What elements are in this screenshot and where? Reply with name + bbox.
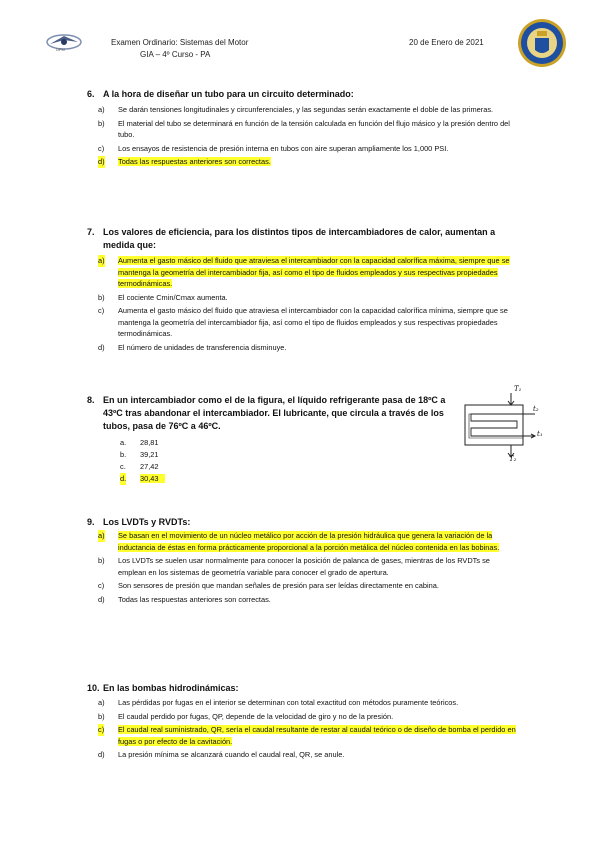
option-text: 28,81 <box>140 438 159 447</box>
option-text: Se basan en el movimiento de un núcleo metálico por acción de la presión hidráulica que genera la variación de la inductancia de éstas en forma prácticamente proporcional a la porción metálica del núcleo contenida en las bobinas. <box>118 531 500 552</box>
option-letter: c. <box>120 462 126 471</box>
option-b <box>98 555 518 578</box>
logo-left-text: UPM <box>56 47 65 52</box>
seal-icon <box>517 18 567 68</box>
question-text: En un intercambiador como el de la figura, el líquido refrigerante pasa de 18ºC a 43ºC tras abandonar el intercambiador. El lubricante, que circula a través de los tubos, pasa de 76ºC a 46ºC. <box>103 395 446 431</box>
left-logo <box>44 30 84 54</box>
option-letter: d) <box>98 342 105 352</box>
option-letter: a) <box>98 256 105 265</box>
question-7-options <box>98 255 518 355</box>
option-a <box>98 697 518 709</box>
option-letter: d) <box>98 157 105 166</box>
option-d <box>98 594 518 606</box>
question-number: 10. <box>87 683 100 693</box>
option-a <box>98 104 518 116</box>
figure-label-t1: t₁ <box>537 430 543 438</box>
option-text: El caudal perdido por fugas, QP, depende de la velocidad de giro y no de la presión. <box>118 711 394 721</box>
option-text: Se darán tensiones longitudinales y circunferenciales, y las segundas serán exactamente el doble de las primeras. <box>118 105 494 114</box>
figure-label-t2: t₂ <box>533 405 539 413</box>
question-9 <box>87 516 527 529</box>
question-text: En las bombas hidrodinámicas: <box>103 683 239 693</box>
option-d-highlighted <box>120 473 220 485</box>
option-b <box>98 711 518 723</box>
option-letter: b) <box>98 292 105 302</box>
option-text: El material del tubo se determinará en función de la tensión calculada en función del flujo másico y la presión dentro del tubo. <box>118 118 510 139</box>
question-text: Los LVDTs y RVDTs: <box>103 517 191 527</box>
option-a <box>120 437 220 449</box>
question-8 <box>87 394 447 433</box>
option-text: 30,43 <box>140 474 165 483</box>
option-text: Todas las respuestas anteriores son correctas. <box>118 157 271 166</box>
university-seal <box>517 18 567 68</box>
option-c <box>120 461 220 473</box>
option-letter: b) <box>98 556 105 565</box>
option-letter: c) <box>98 306 105 315</box>
question-number: 6. <box>87 89 95 99</box>
option-text: Todas las respuestas anteriores son correctas. <box>118 594 271 604</box>
option-text: La presión mínima se alcanzará cuando el caudal real, QR, se anule. <box>118 750 345 759</box>
option-letter: a) <box>98 105 105 114</box>
option-d-highlighted <box>98 156 518 168</box>
option-text: 27,42 <box>140 462 159 471</box>
option-c-highlighted <box>98 724 518 747</box>
option-letter: d) <box>98 594 105 604</box>
option-text: El cociente Cmin/Cmax aumenta. <box>118 292 228 302</box>
question-6-options <box>98 104 518 170</box>
option-b <box>98 118 518 141</box>
option-a-highlighted <box>98 255 518 290</box>
option-text: Los ensayos de resistencia de presión interna en tubos con aire superan ampliamente los 1,000 PSI. <box>118 143 449 153</box>
heat-exchanger-diagram-icon <box>455 385 545 465</box>
question-text: A la hora de diseñar un tubo para un circuito determinado: <box>103 89 354 99</box>
exam-title: Examen Ordinario: Sistemas del Motor <box>111 38 249 47</box>
exam-date: 20 de Enero de 2021 <box>409 38 484 47</box>
question-9-options <box>98 530 518 607</box>
option-letter: a) <box>98 531 105 540</box>
option-letter: c) <box>98 143 105 153</box>
option-text: Aumenta el gasto másico del fluido que atraviesa el intercambiador con la capacidad calorífica máxima, siempre que se mantenga la geometría del intercambiador fija, así como el tipo de fluidos empleados y sus respectivas propiedades termodinámicas. <box>118 256 510 288</box>
question-7 <box>87 226 527 252</box>
option-d <box>98 749 518 761</box>
question-10 <box>87 682 527 695</box>
question-text: Los valores de eficiencia, para los distintos tipos de intercambiadores de calor, aumentan a medida que: <box>103 227 496 250</box>
option-d <box>98 342 518 354</box>
course-line: GIA – 4º Curso - PA <box>140 50 211 59</box>
option-a-highlighted <box>98 530 518 553</box>
option-letter: b) <box>98 118 105 128</box>
option-letter: b. <box>120 450 127 459</box>
question-6 <box>87 88 527 101</box>
option-letter: a) <box>98 698 105 707</box>
option-letter: d. <box>120 474 127 483</box>
option-text: 39,21 <box>140 450 159 459</box>
heat-exchanger-figure <box>455 385 545 465</box>
option-c <box>98 580 518 592</box>
option-letter: a. <box>120 438 127 447</box>
option-letter: c) <box>98 725 105 734</box>
question-10-options <box>98 697 518 763</box>
option-text: El número de unidades de transferencia disminuye. <box>118 342 287 352</box>
option-letter: b) <box>98 711 105 721</box>
figure-label-T1: T₁ <box>514 385 522 393</box>
question-number: 8. <box>87 395 95 405</box>
question-number: 9. <box>87 517 95 527</box>
option-text: Los LVDTs se suelen usar normalmente para conocer la posición de palanca de gases, mientras de los RVDTs se emplean en los sistemas de geometría variable para conocer el grado de apertura. <box>118 556 490 577</box>
option-b <box>120 449 220 461</box>
option-c <box>98 143 518 155</box>
option-text: Aumenta el gasto másico del fluido que atraviesa el intercambiador con la capacidad calorífica mínima, siempre que se mantenga la geometría del intercambiador fija, así como el tipo de fluidos empleados y sus respectivas propiedades termodinámicas. <box>118 306 508 338</box>
option-b <box>98 292 518 304</box>
option-text: Las pérdidas por fugas en el interior se determinan con total exactitud con métodos puramente teóricos. <box>118 698 459 707</box>
figure-label-T2: T₂ <box>509 455 517 463</box>
option-c <box>98 305 518 340</box>
question-8-options <box>120 437 220 485</box>
option-letter: d) <box>98 750 105 759</box>
option-text: El caudal real suministrado, QR, sería el caudal resultante de restar al caudal teórico o de diseño de bomba el perdido en fugas o por efecto de la cavitación. <box>118 725 516 746</box>
option-text: Son sensores de presión que mandan señales de presión para ser leídas directamente en cabina. <box>118 581 439 590</box>
question-number: 7. <box>87 227 95 237</box>
option-letter: c) <box>98 581 105 590</box>
